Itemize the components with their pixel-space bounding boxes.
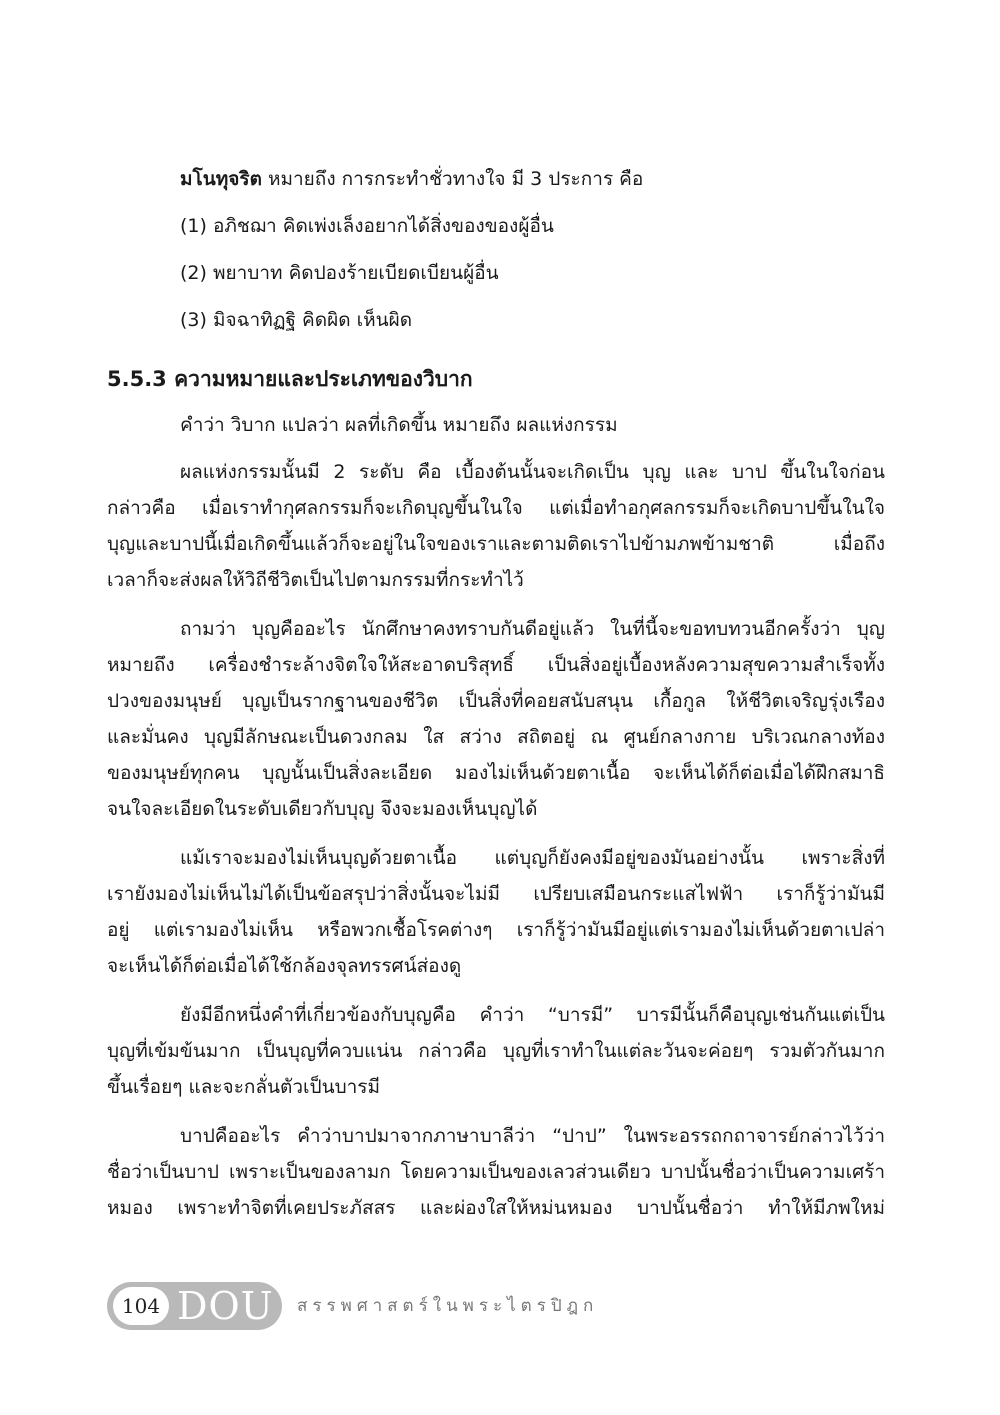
paragraph-2-line-3: บุญและบาปนี้เมื่อเกิดขึ้นแล้วก็จะอยู่ในใจของเราและตามติดเราไปข้ามภพข้ามชาติ เมื่อถึง xyxy=(107,533,885,555)
paragraph-3-line-1: ถามว่า บุญคืออะไร นักศึกษาคงทราบกันดีอยู่แล้ว ในที่นี้จะขอทบทวนอีกครั้งว่า บุญ xyxy=(180,618,885,640)
paragraph-2-line-4: เวลาก็จะส่งผลให้วิถีชีวิตเป็นไปตามกรรมที่กระทำไว้ xyxy=(107,569,524,591)
definition-term: มโนทุจริต xyxy=(180,168,262,190)
paragraph-3-line-4: และมั่นคง บุญมีลักษณะเป็นดวงกลม ใส สว่าง สถิตอยู่ ณ ศูนย์กลางกาย บริเวณกลางท้อง xyxy=(107,726,885,748)
book-title: สรรพศาสตร์ในพระไตรปิฎก xyxy=(297,1296,599,1316)
brand-logo-text: DOU xyxy=(177,1284,274,1328)
definition-item-2: (2) พยาบาท คิดปองร้ายเบียดเบียนผู้อื่น xyxy=(180,262,499,284)
paragraph-3-line-2: หมายถึง เครื่องชำระล้างจิตใจให้สะอาดบริสุทธิ์ เป็นสิ่งอยู่เบื้องหลังความสุขความสำเร็จทั้ง xyxy=(107,654,885,676)
page-number: 104 xyxy=(113,1287,169,1325)
section-heading: 5.5.3 ความหมายและประเภทของวิบาก xyxy=(107,367,473,391)
paragraph-4-line-3: อยู่ แต่เรามองไม่เห็น หรือพวกเชื้อโรคต่างๆ เราก็รู้ว่ามันมีอยู่แต่เรามองไม่เห็นด้วยตาเปล่า xyxy=(107,919,885,941)
paragraph-5-line-2: บุญที่เข้มข้นมาก เป็นบุญที่ควบแน่น กล่าวคือ บุญที่เราทำในแต่ละวันจะค่อยๆ รวมตัวกันมาก xyxy=(107,1040,885,1062)
paragraph-4-line-1: แม้เราจะมองไม่เห็นบุญด้วยตาเนื้อ แต่บุญก็ยังคงมีอยู่ของมันอย่างนั้น เพราะสิ่งที่ xyxy=(180,847,885,869)
paragraph-6-line-3: หมอง เพราะทำจิตที่เคยประภัสสร และผ่องใสให้หม่นหมอง บาปนั้นชื่อว่า ทำให้มีภพใหม่ xyxy=(107,1197,885,1219)
paragraph-4-line-4: จะเห็นได้ก็ต่อเมื่อได้ใช้กล้องจุลทรรศน์ส่องดู xyxy=(107,955,462,977)
paragraph-4-line-2: เรายังมองไม่เห็นไม่ได้เป็นข้อสรุปว่าสิ่งนั้นจะไม่มี เปรียบเสมือนกระแสไฟฟ้า เราก็รู้ว่ามันมี xyxy=(107,883,885,905)
paragraph-6-line-2: ชื่อว่าเป็นบาป เพราะเป็นของลามก โดยความเป็นของเลวส่วนเดียว บาปนั้นชื่อว่าเป็นความเศร้า xyxy=(107,1161,885,1183)
definition-item-3: (3) มิจฉาทิฏฐิ คิดผิด เห็นผิด xyxy=(180,309,413,331)
definition-item-1: (1) อภิชฌา คิดเพ่งเล็งอยากได้สิ่งของของผู้อื่น xyxy=(180,215,554,237)
paragraph-5-line-3: ขึ้นเรื่อยๆ และจะกลั่นตัวเป็นบารมี xyxy=(107,1076,381,1098)
page-footer xyxy=(107,1282,907,1330)
paragraph-6-line-1: บาปคืออะไร คำว่าบาปมาจากภาษาบาลีว่า “ปาป” ในพระอรรถกถาจารย์กล่าวไว้ว่า xyxy=(180,1125,885,1147)
paragraph-2-line-1: ผลแห่งกรรมนั้นมี 2 ระดับ คือ เบื้องต้นนั้นจะเกิดเป็น บุญ และ บาป ขึ้นในใจก่อน xyxy=(180,461,885,483)
definition-line xyxy=(180,162,885,196)
footer-badge xyxy=(107,1282,282,1330)
paragraph-1-line-1: คำว่า วิบาก แปลว่า ผลที่เกิดขึ้น หมายถึง ผลแห่งกรรม xyxy=(180,414,618,436)
paragraph-3-line-5: ของมนุษย์ทุกคน บุญนั้นเป็นสิ่งละเอียด มองไม่เห็นด้วยตาเนื้อ จะเห็นได้ก็ต่อเมื่อได้ฝึกสมาธิ xyxy=(107,762,885,784)
definition-text: หมายถึง การกระทำชั่วทางใจ มี 3 ประการ คือ xyxy=(261,168,644,190)
paragraph-2-line-2: กล่าวคือ เมื่อเราทำกุศลกรรมก็จะเกิดบุญขึ้นในใจ แต่เมื่อทำอกุศลกรรมก็จะเกิดบาปขึ้นในใจ xyxy=(107,497,885,519)
paragraph-3-line-3: ปวงของมนุษย์ บุญเป็นรากฐานของชีวิต เป็นสิ่งที่คอยสนับสนุน เกื้อกูล ให้ชีวิตเจริญรุ่งเรือง xyxy=(107,690,885,712)
paragraph-3-line-6: จนใจละเอียดในระดับเดียวกับบุญ จึงจะมองเห็นบุญได้ xyxy=(107,798,538,820)
paragraph-5-line-1: ยังมีอีกหนึ่งคำที่เกี่ยวข้องกับบุญคือ คำว่า “บารมี” บารมีนั้นก็คือบุญเช่นกันแต่เป็น xyxy=(180,1004,885,1026)
